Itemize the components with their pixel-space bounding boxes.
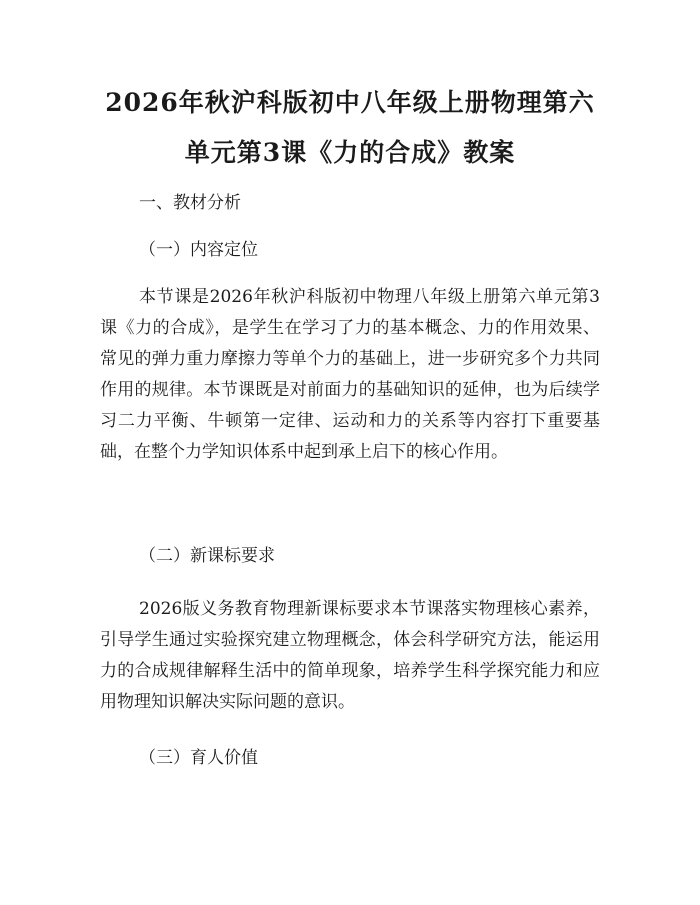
document-title: 2026年秋沪科版初中八年级上册物理第六单元第3课《力的合成》教案 bbox=[105, 88, 595, 167]
paragraph-text: 本节课是2026年秋沪科版初中物理八年级上册第六单元第3课《力的合成》，是学生在学习了力的基本概念、力的作用效果、常见的弹力重力摩擦力等单个力的基础上，进一步研究多个力共同作用的规律。本节课既是对前面力的基础知识的延伸，也为后续学习二力平衡、牛顿第一定律、运动和力的关系等内容打下重要基础，在整个力学知识体系中起到承上启下的核心作用。 bbox=[100, 287, 600, 462]
subsection-heading-educational-value: （三）育人价值 bbox=[139, 748, 258, 768]
curriculum-requirements-paragraph bbox=[100, 594, 600, 718]
section-heading-teaching-material-analysis: 一、教材分析 bbox=[139, 193, 241, 213]
subsection-heading-curriculum-requirements: （二）新课标要求 bbox=[139, 546, 275, 566]
paragraph-text: 2026版义务教育物理新课标要求本节课落实物理核心素养，引导学生通过实验探究建立物理概念，体会科学研究方法，能运用力的合成规律解释生活中的简单现象，培养学生科学探究能力和应用物理知识解决实际问题的意识。 bbox=[100, 599, 600, 712]
content-positioning-paragraph bbox=[100, 282, 600, 468]
subsection-heading-content-positioning: （一）内容定位 bbox=[139, 240, 258, 260]
